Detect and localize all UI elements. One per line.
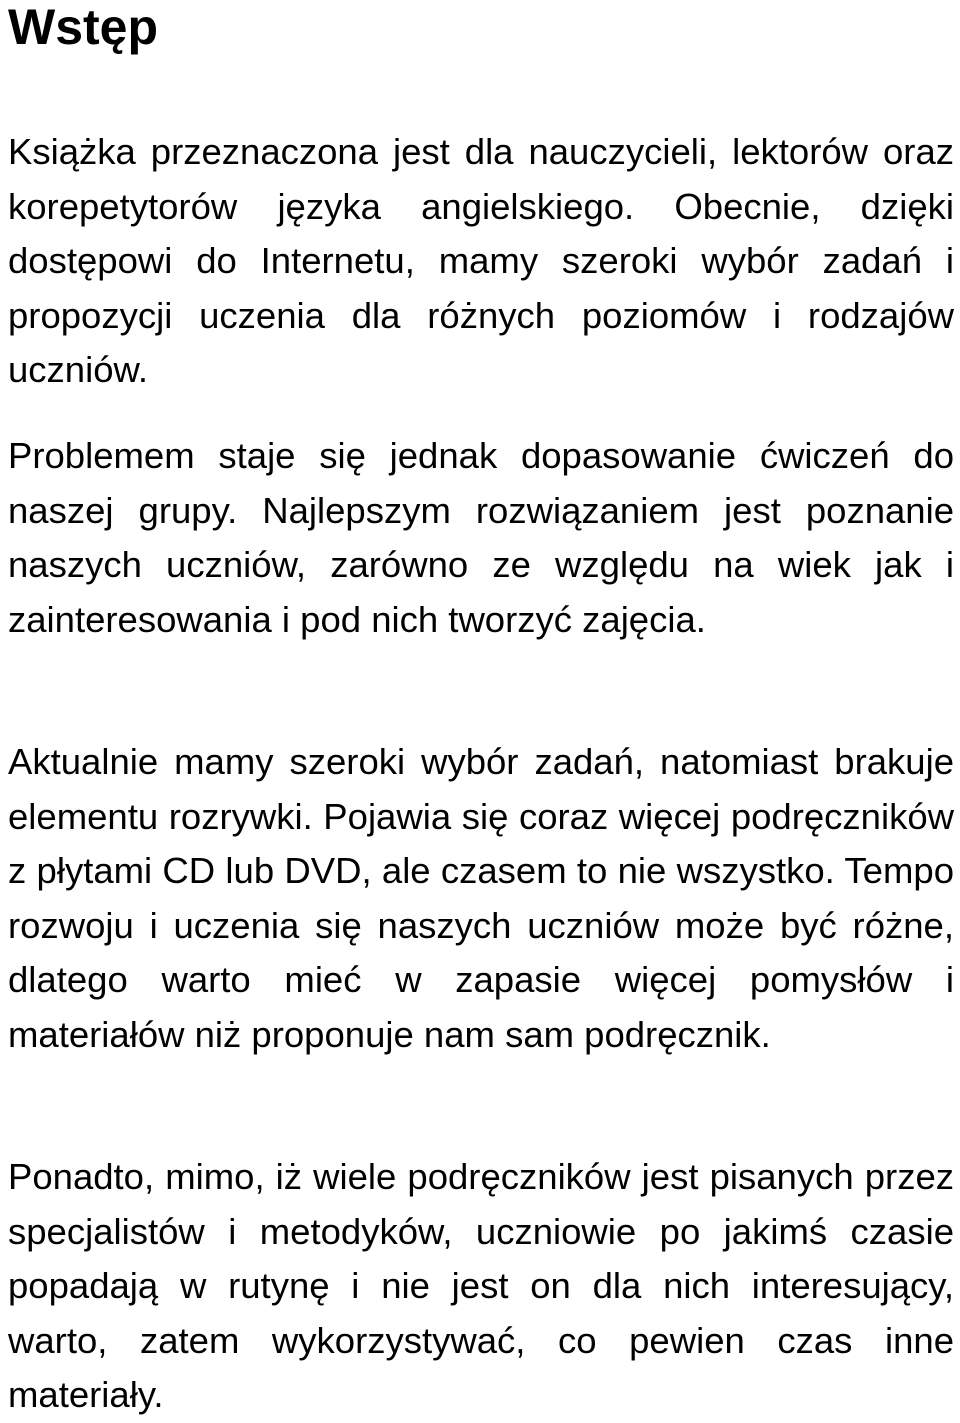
paragraph-2: Problemem staje się jednak dopasowanie ćwiczeń do naszej grupy. Najlepszym rozwiązaniem jest poznanie naszych uczniów, zarówno ze względu na wiek jak i zainteresowania i pod nich tworzyć zajęcia. — [8, 435, 954, 640]
paragraph-1: Książka przeznaczona jest dla nauczycieli, lektorów oraz korepetytorów języka angielskiego. Obecnie, dzięki dostępowi do Internetu, mamy szeroki wybór zadań i propozycji uczenia dla różnych poziomów i rodzajów uczniów. — [8, 131, 954, 390]
paragraph-3: Aktualnie mamy szeroki wybór zadań, natomiast brakuje elementu rozrywki. Pojawia się coraz więcej podręczników z płytami CD lub DVD, ale czasem to nie wszystko. Tempo rozwoju i uczenia się naszych uczniów może być różne, dlatego warto mieć w zapasie więcej pomysłów i materiałów niż proponuje nam sam podręcznik. — [8, 741, 954, 1055]
paragraph-4: Ponadto, mimo, iż wiele podręczników jest pisanych przez specjalistów i metodyków, uczniowie po jakimś czasie popadają w rutynę i nie jest on dla nich interesujący, warto, zatem wykorzystywać, co pewien czas inne materiały. — [8, 1156, 954, 1415]
heading-container — [8, 0, 158, 54]
page-title: Wstęp — [8, 0, 158, 55]
